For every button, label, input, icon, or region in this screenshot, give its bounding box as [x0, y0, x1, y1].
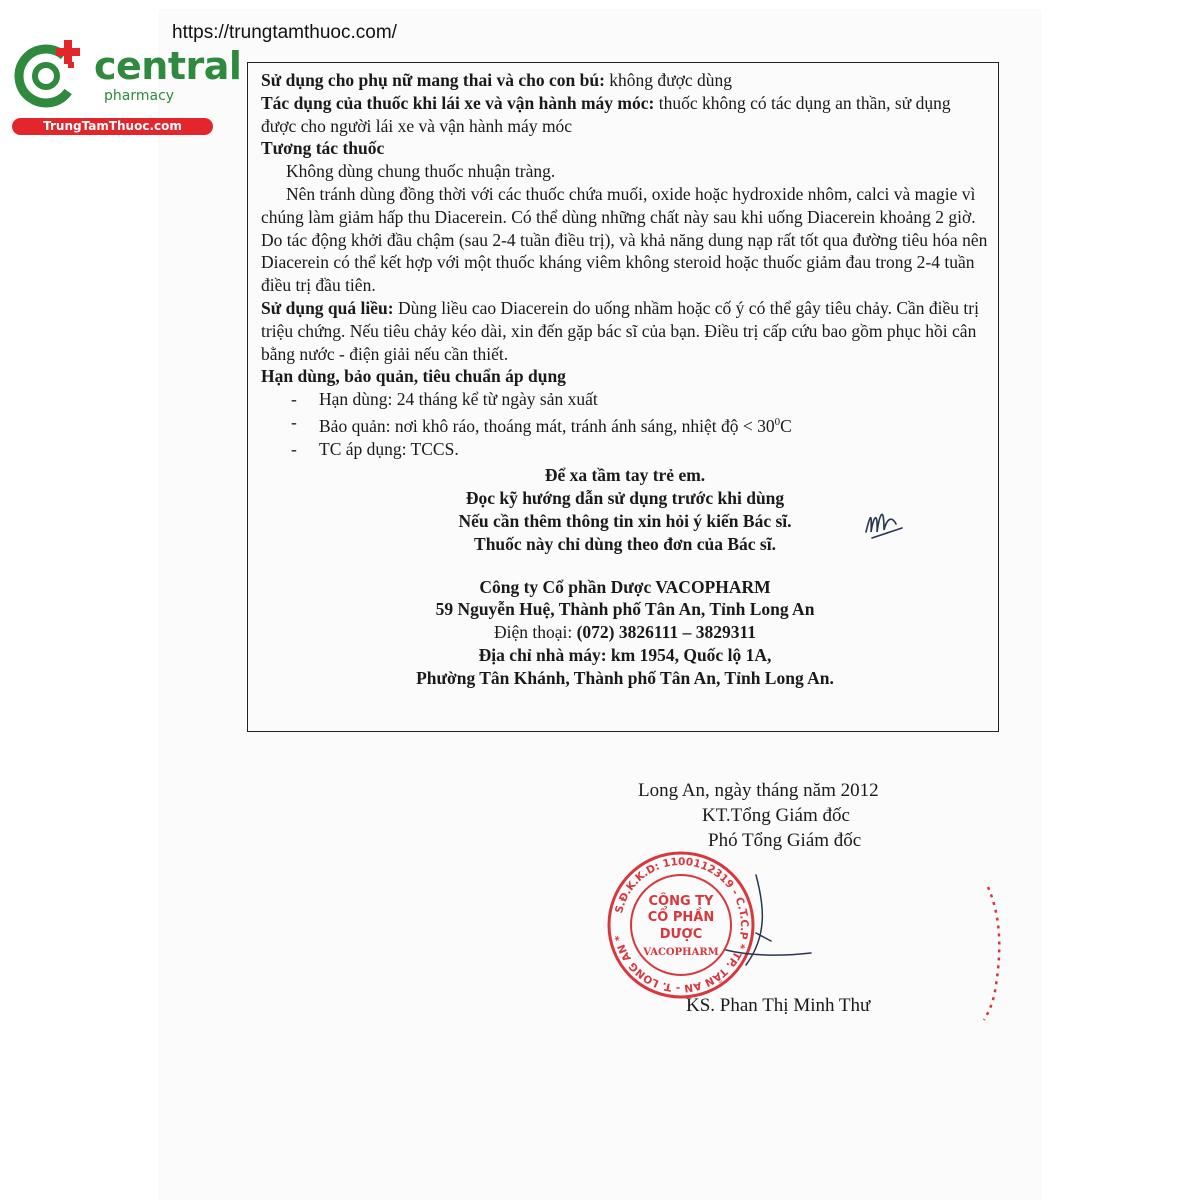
overdose-label: Sử dụng quá liều:	[261, 297, 394, 318]
interactions-heading: Tương tác thuốc	[261, 138, 385, 159]
interactions-paragraph-1: Không dùng chung thuốc nhuận tràng.	[286, 161, 556, 182]
signature-role-2: Phó Tổng Giám đốc	[708, 830, 862, 851]
leaflet-content-box	[247, 62, 999, 732]
driving-section	[261, 92, 989, 138]
driving-text: thuốc không có tác dụng an thần, sử dụng được cho người lái xe và vận hành máy móc	[261, 92, 951, 136]
signatory-name: KS. Phan Thị Minh Thư	[686, 995, 871, 1016]
warning-line: Để xa tầm tay trẻ em.	[544, 465, 706, 486]
pregnancy-section	[261, 69, 989, 92]
company-address: 59 Nguyễn Huệ, Thành phố Tân An, Tỉnh Long An	[435, 599, 815, 620]
central-pharmacy-logo[interactable]	[8, 38, 242, 138]
pregnancy-label: Sử dụng cho phụ nữ mang thai và cho con bú:	[261, 70, 605, 90]
stamp-line-3: DƯỢC	[659, 927, 703, 942]
stamp-ring-text: S.Đ.K.K.D: 1100112319 - C.T.C.P * TP. TÂN AN - T. LONG AN *	[612, 855, 751, 995]
partial-stamp-mark	[970, 885, 1004, 1025]
logo-subtitle: pharmacy	[104, 88, 175, 104]
interactions-paragraph-3: Do tác động khởi đầu chậm (sau 2-4 tuần điều trị), và khả năng dung nạp rất tốt qua đường tiêu hóa nên Diacerein có thể kết hợp với một thuốc kháng viêm không steroid hoặc thuốc giảm đau trong 2-4 tuần điều trị đầu tiên.	[261, 229, 988, 296]
handwritten-initials	[862, 502, 918, 542]
driving-label: Tác dụng của thuốc khi lái xe và vận hành máy móc:	[261, 92, 655, 113]
warning-line: Nếu cần thêm thông tin xin hỏi ý kiến Bác sĩ.	[458, 510, 792, 531]
logo-wordmark: central	[94, 44, 242, 88]
pharmacy-cross-icon	[8, 38, 92, 118]
warning-line: Thuốc này chỉ dùng theo đơn của Bác sĩ.	[474, 533, 776, 554]
company-phone	[261, 621, 989, 644]
signature-role-1: KT.Tổng Giám đốc	[702, 805, 850, 826]
shelf-life-heading: Hạn dùng, bảo quản, tiêu chuẩn áp dụng	[261, 366, 566, 387]
phone-label: Điện thoại:	[493, 622, 573, 643]
temperature-unit: C	[780, 415, 792, 436]
shelf-life-item: Hạn dùng: 24 tháng kể từ ngày sản xuất	[319, 389, 598, 410]
company-seal-stamp	[606, 845, 816, 1005]
pregnancy-text: không được dùng	[604, 70, 733, 90]
list-item: - Hạn dùng: 24 tháng kể từ ngày sản xuất	[291, 389, 598, 410]
factory-address-line-1: Địa chỉ nhà máy: km 1954, Quốc lộ 1A,	[478, 644, 772, 665]
overdose-section	[261, 297, 989, 365]
phone-number: (072) 3826111 – 3829311	[572, 622, 756, 643]
storage-item: Bảo quản: nơi khô ráo, thoáng mát, tránh ánh sáng, nhiệt độ < 30	[319, 415, 775, 436]
list-item: - TC áp dụng: TCCS.	[291, 438, 459, 459]
signature-date: Long An, ngày tháng năm 2012	[638, 780, 879, 801]
logo-banner: TrungTamThuoc.com	[12, 118, 213, 135]
standard-item: TC áp dụng: TCCS.	[319, 438, 459, 459]
overdose-text: Dùng liều cao Diacerein do uống nhầm hoặc cố ý có thể gây tiêu chảy. Cần điều trị triệu chứng. Nếu tiêu chảy kéo dài, xin đến gặp bác sĩ của bạn. Điều trị cấp cứu bao gồm phục hồi cân bằng nước - điện giải nếu cần thiết.	[261, 297, 979, 364]
list-item: - Bảo quản: nơi khô ráo, thoáng mát, tránh ánh sáng, nhiệt độ < $30^0C$	[291, 411, 792, 436]
stamp-line-2: CỔ PHẦN	[647, 910, 715, 925]
temperature-superscript: 0	[774, 415, 781, 428]
interactions-paragraph-2: Nên tránh dùng đồng thời với các thuốc chứa muối, oxide hoặc hydroxide nhôm, calci và magie vì chúng làm giảm hấp thu Diacerein. Có thể dùng những chất này sau khi uống Diacerein khoảng 2 giờ.	[261, 183, 976, 227]
stamp-line-1: CÔNG TY	[648, 894, 714, 909]
warning-line: Đọc kỹ hướng dẫn sử dụng trước khi dùng	[465, 488, 785, 509]
stamp-line-4: VACOPHARM	[643, 947, 719, 958]
factory-address-line-2: Phường Tân Khánh, Thành phố Tân An, Tỉnh Long An.	[416, 667, 834, 688]
source-url[interactable]: https://trungtamthuoc.com/	[172, 22, 397, 43]
company-name: Công ty Cổ phần Dược VACOPHARM	[479, 576, 771, 597]
